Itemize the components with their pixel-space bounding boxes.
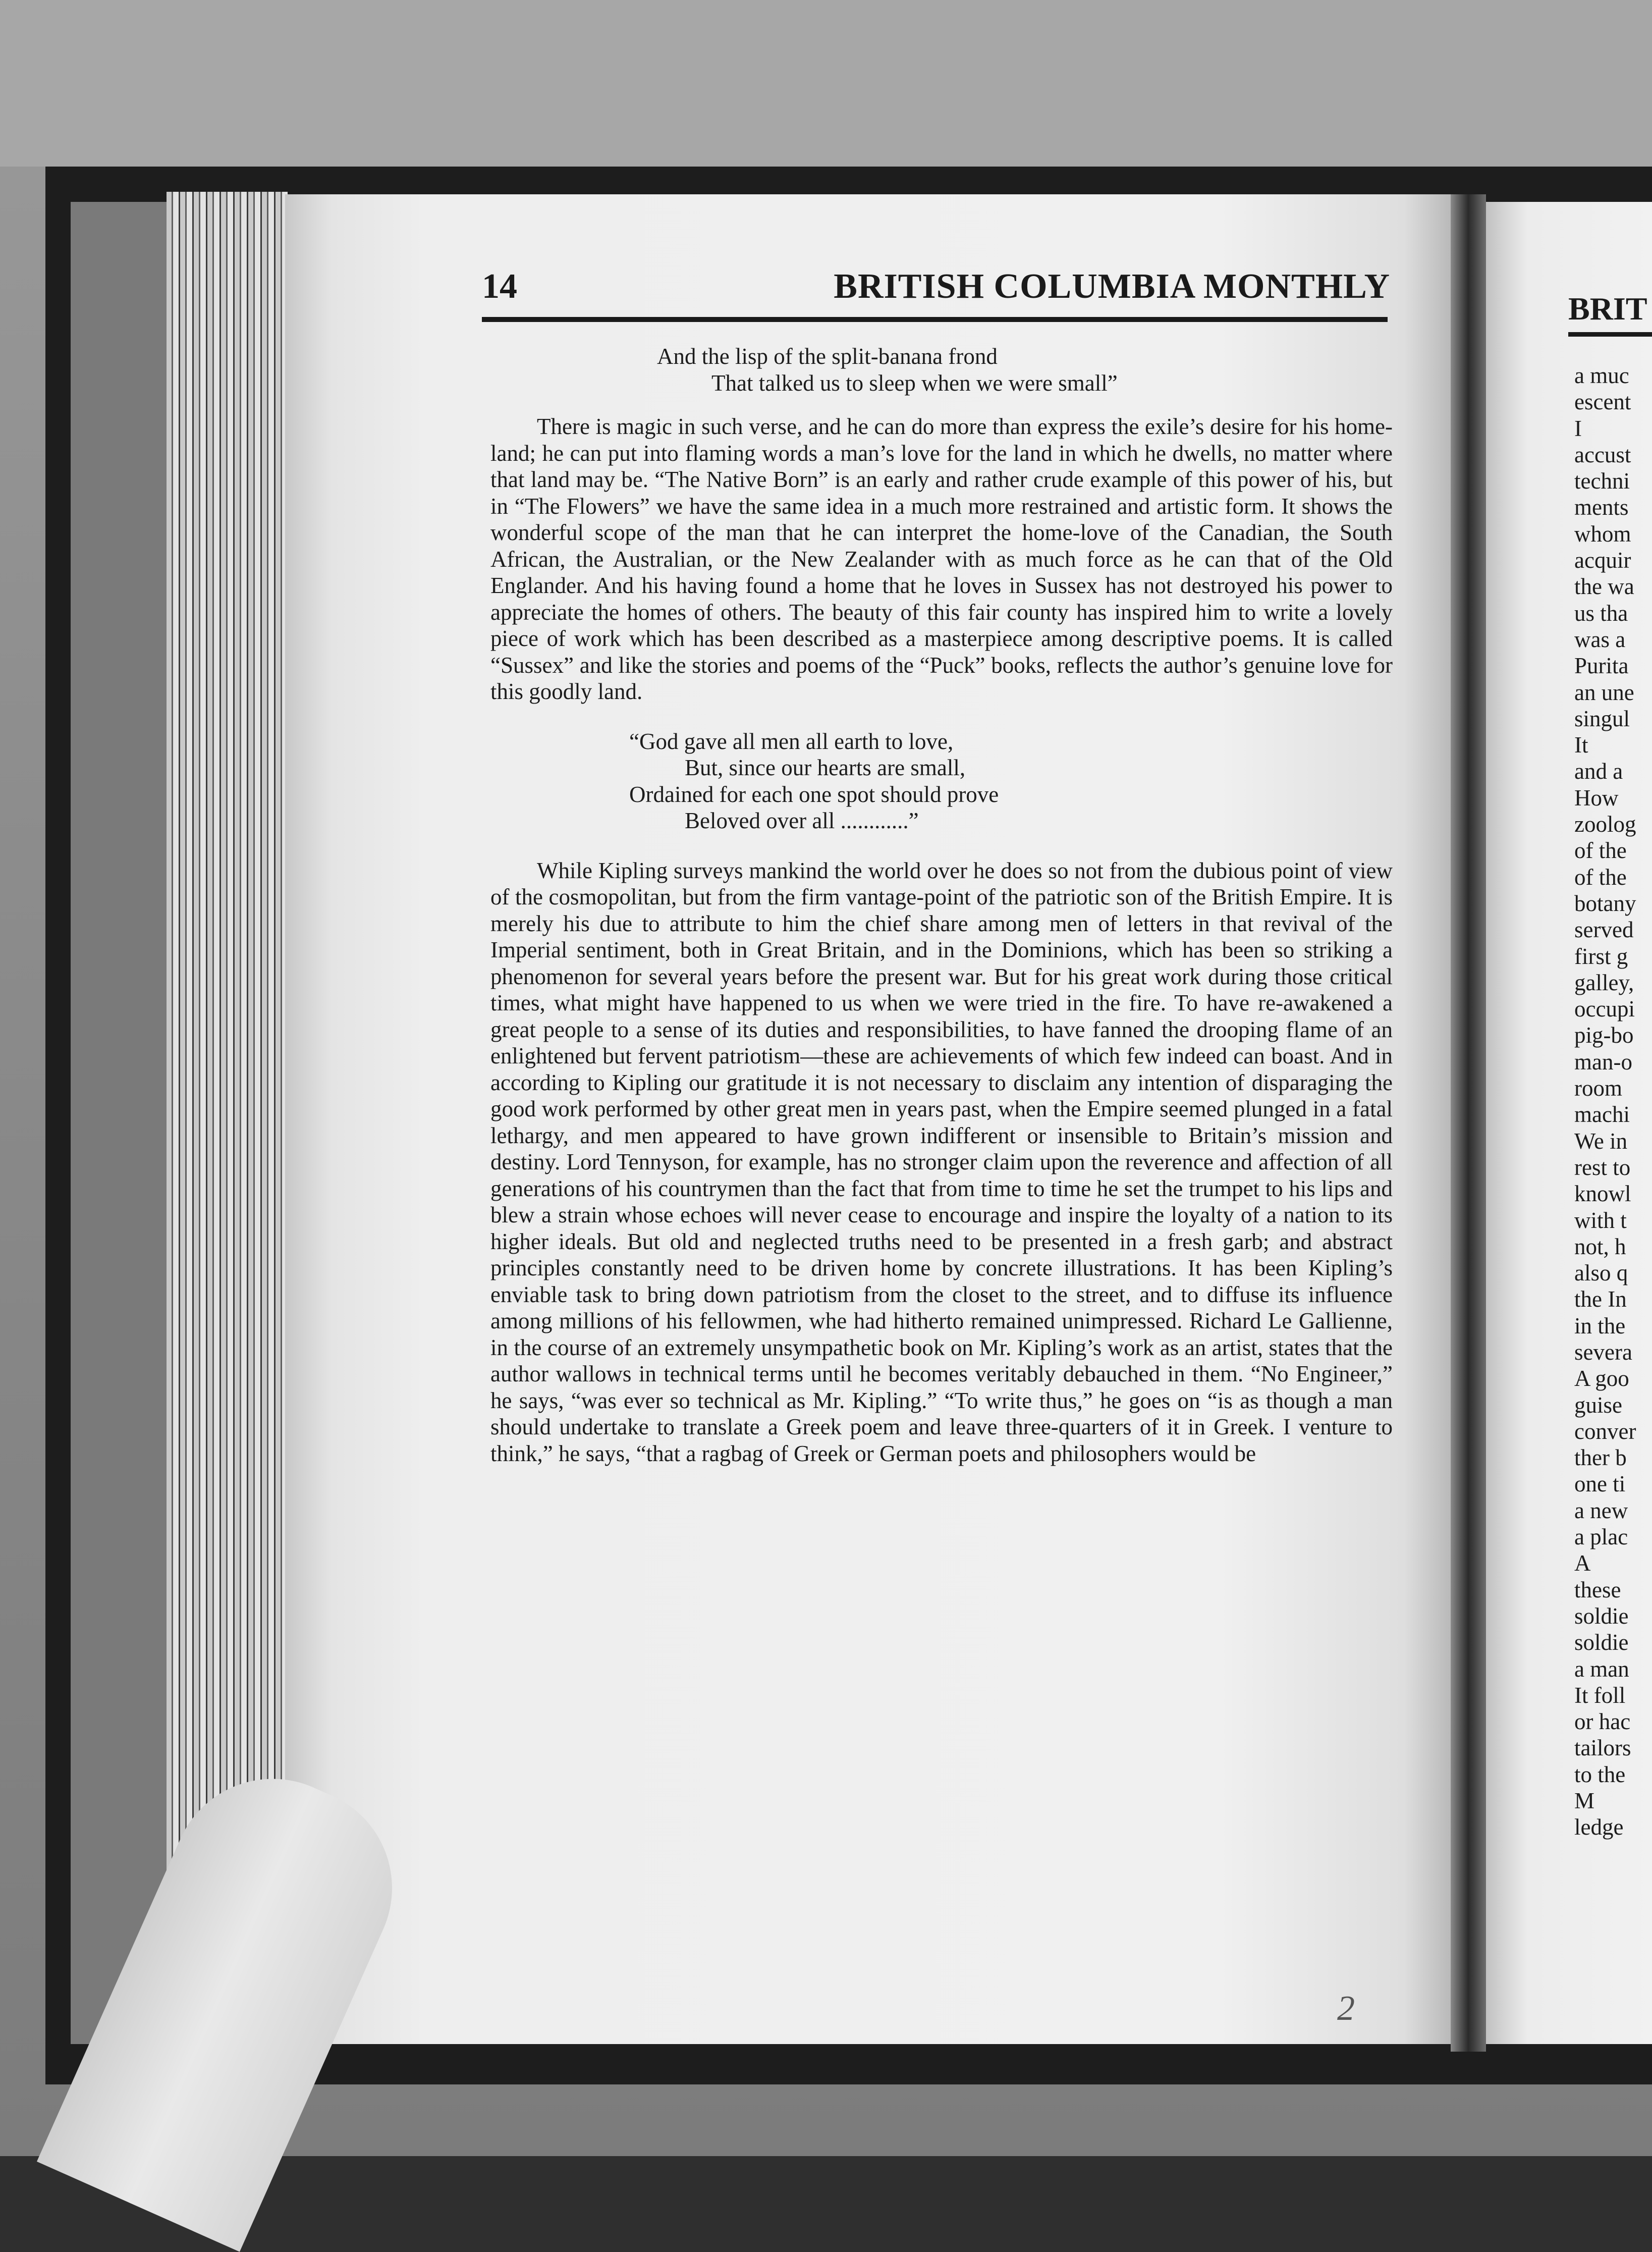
facing-page-line: soldie (1574, 1630, 1629, 1655)
facing-page-line: of the (1574, 838, 1627, 864)
facing-page-line: man-o (1574, 1049, 1632, 1075)
facing-page-line: or hac (1574, 1709, 1631, 1735)
header-rule (482, 317, 1388, 322)
facing-page-line: was a (1574, 626, 1626, 652)
facing-page-text (1574, 362, 1652, 1841)
verse-line: Ordained for each one spot should prove (629, 781, 999, 807)
facing-page-line: A (1574, 1550, 1591, 1576)
facing-page-line: one ti (1574, 1471, 1626, 1497)
facing-page-line: galley, (1574, 970, 1634, 995)
facing-page-line: I (1574, 415, 1582, 441)
cover-inner-left (71, 202, 172, 2044)
verse-line: “God gave all men all earth to love, (629, 728, 954, 754)
facing-page-line: We in (1574, 1128, 1628, 1154)
facing-page-line: first g (1574, 943, 1628, 969)
facing-page-line: to the (1574, 1761, 1626, 1787)
facing-page-line: of the (1574, 864, 1627, 890)
facing-page-line: ments (1574, 495, 1629, 520)
facing-page-line: techni (1574, 468, 1630, 494)
page-number: 14 (482, 267, 517, 306)
facing-page-line: Purita (1574, 653, 1629, 679)
facing-page-line: in the (1574, 1313, 1626, 1338)
facing-page-line: ther b (1574, 1445, 1627, 1471)
book-gutter (1451, 194, 1486, 2052)
facing-page-line: the In (1574, 1286, 1627, 1312)
verse-line: That talked us to sleep when we were small” (711, 370, 1118, 396)
verse-top (490, 343, 1393, 396)
facing-page-line: How (1574, 785, 1619, 811)
facing-page-line: zoolog (1574, 812, 1636, 837)
facing-page-line: not, h (1574, 1234, 1626, 1259)
verse-line: Beloved over all ............” (685, 808, 919, 833)
facing-page-line: singul (1574, 706, 1630, 731)
facing-page-line: It (1574, 732, 1588, 758)
facing-page-line: tailors (1574, 1735, 1631, 1761)
facing-page-line: a plac (1574, 1524, 1628, 1550)
running-head (482, 266, 1390, 317)
verse-line: But, since our hearts are small, (685, 755, 966, 780)
facing-page-line: also q (1574, 1260, 1628, 1286)
facing-page-line: machi (1574, 1102, 1630, 1128)
facing-page-line: pig-bo (1574, 1023, 1634, 1048)
facing-page-line: occupi (1574, 996, 1635, 1022)
article-body (490, 343, 1393, 1467)
facing-page-line: us tha (1574, 600, 1628, 626)
facing-page-line: a new (1574, 1497, 1628, 1523)
facing-page-line: M (1574, 1788, 1595, 1814)
facing-page-line: escent (1574, 389, 1631, 415)
facing-page-line: with t (1574, 1207, 1627, 1233)
facing-page-line: rest to (1574, 1154, 1631, 1180)
facing-page-line: accust (1574, 442, 1631, 467)
facing-page-line: whom (1574, 521, 1631, 547)
facing-page-line: A goo (1574, 1366, 1629, 1391)
facing-page-line: served (1574, 917, 1634, 943)
facing-page-line: knowl (1574, 1181, 1631, 1207)
facing-page-line: severa (1574, 1339, 1632, 1365)
facing-page-line: soldie (1574, 1603, 1629, 1629)
verse-middle (490, 728, 1393, 834)
facing-page-line: ledge (1574, 1814, 1624, 1840)
facing-page-line: an une (1574, 679, 1634, 705)
facing-page-header-rule (1568, 332, 1652, 337)
pencil-mark: 2 (1337, 1989, 1355, 2028)
facing-page-line: these (1574, 1577, 1621, 1602)
paragraph-2: While Kipling surveys mankind the world over he does so not from the dubious point of view of the cosmopolitan, but from the firm vantage-point of the patriotic son of the British Empire. It is merely his due to attribute to him the chief share among men of letters in that revival of the Imperial sentiment, both in Great Britain, and in the Dominions, which has been so striking a phenomenon for several years before the present war. But for his great work during those critical times, what might have happened to us when we were tried in the fire. To have re-awakened a great people to a sense of its duties and responsibilities, to have fanned the drooping flame of an enlightened but fervent patriotism—these are achievements of which few indeed can boast. And in according to Kipling our gratitude it is not necessary to disclaim any intention of disparaging the good work performed by other great men in years past, when the Empire seemed plunged in a fatal lethargy, and men appeared to have grown indifferent or insensible to Britain’s mission and destiny. Lord Tennyson, for example, has no stronger claim upon the reverence and affection of all generations of his countrymen than the fact that from time to time he set the trumpet to his lips and blew a strain whose echoes will never cease to encourage and inspire the loyalty of a nation to its higher ideals. But old and neglected truths need to be presented in a fresh garb; and abstract principles constantly need to be driven home by concrete illustrations. It has been Kipling’s enviable task to bring down patriotism from the closet to the street, and to diffuse its influence among millions of his fellowmen, whe had hitherto remained unimpressed. Richard Le Gallienne, in the course of an extremely unsympathetic book on Mr. Kipling’s work as an artist, states that the author wallows in technical terms until he becomes veritably debauched in them. “No Engineer,” he says, “was ever so technical as Mr. Kipling.” “To write thus,” he goes on “is as though a man should undertake to translate a Greek poem and leave three-quarters of it in Greek. I venture to think,” he says, “that a ragbag of Greek or German poets and philosophers would be (490, 857, 1393, 1466)
facing-page-header: BRIT (1568, 291, 1647, 327)
facing-page-line: a man (1574, 1656, 1629, 1682)
journal-title: BRITISH COLUMBIA MONTHLY (834, 267, 1390, 306)
facing-page-line: room (1574, 1076, 1622, 1101)
facing-page-line: a muc (1574, 363, 1629, 388)
facing-page-line: botany (1574, 890, 1636, 916)
facing-page-line: acquir (1574, 548, 1631, 573)
verse-line: And the lisp of the split-banana frond (657, 344, 998, 369)
facing-page-line: guise (1574, 1392, 1622, 1418)
facing-page-line: conver (1574, 1418, 1636, 1444)
facing-page-line: the wa (1574, 574, 1634, 600)
page-edges (167, 192, 288, 2054)
paragraph-1: There is magic in such verse, and he can do more than express the exile’s desire for his home-land; he can put into flaming words a man’s love for the land in which he dwells, no matter where that land may be. “The Native Born” is an early and rather crude example of this power of his, but in “The Flowers” we have the same idea in a much more restrained and artistic form. It shows the wonderful scope of the man that he can interpret the home-love of the Canadian, the South African, the Australian, or the New Zealander with as much force as he can that of the Old Englander. And his having found a home that he loves in Sussex has not destroyed his power to appreciate the homes of others. The beauty of this fair county has inspired him to write a lovely piece of work which has been described as a masterpiece among descriptive poems. It is called “Sussex” and like the stories and poems of the “Puck” books, reflects the author’s genuine love for this goodly land. (490, 414, 1393, 704)
scanner-background-top (0, 0, 1652, 167)
facing-page-line: and a (1574, 759, 1623, 784)
facing-page-line: It foll (1574, 1682, 1626, 1708)
